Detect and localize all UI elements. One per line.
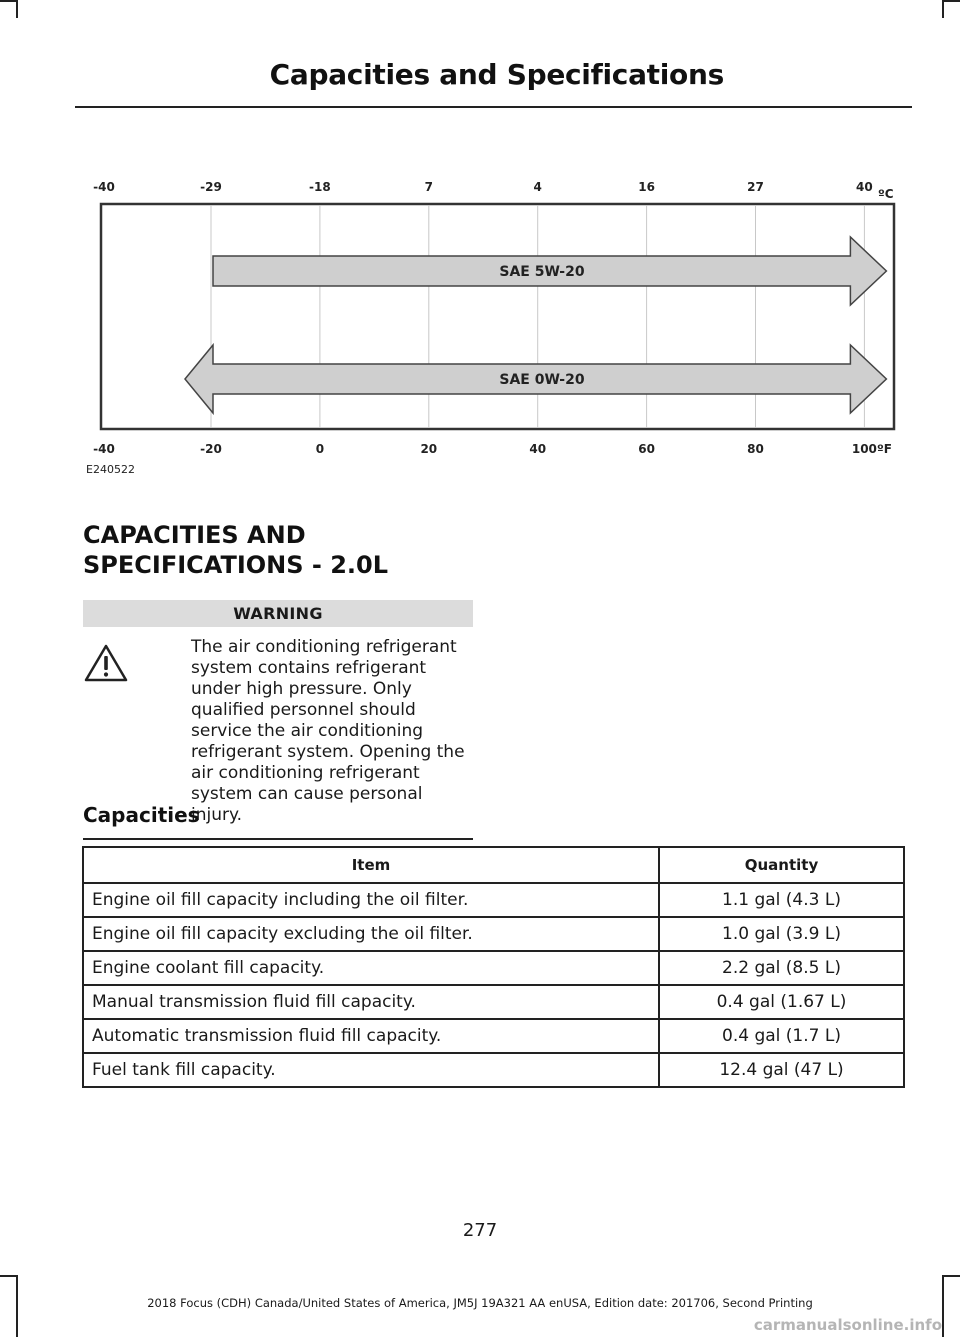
chart-frame — [101, 204, 894, 429]
item-cell: Engine coolant fill capacity. — [83, 951, 659, 985]
celsius-unit: ºC — [878, 187, 894, 201]
table-row — [83, 1053, 904, 1087]
fahrenheit-tick-label: 40 — [529, 442, 547, 456]
table-row — [83, 917, 904, 951]
page-header-title: Capacities and Specifications — [269, 58, 724, 91]
celsius-tick-label: -40 — [93, 180, 115, 194]
celsius-ticks — [93, 180, 873, 194]
celsius-tick-label: 7 — [424, 180, 433, 194]
crop-mark — [16, 0, 18, 18]
crop-mark — [0, 1275, 18, 1277]
table-row — [83, 951, 904, 985]
item-cell: Engine oil fill capacity excluding the oil filter. — [83, 917, 659, 951]
quantity-cell: 1.0 gal (3.9 L) — [659, 917, 904, 951]
table-header-row — [83, 847, 904, 883]
crop-mark — [942, 1275, 960, 1277]
quantity-cell: 12.4 gal (47 L) — [659, 1053, 904, 1087]
watermark: carmanualsonline.info — [753, 1316, 942, 1334]
section-title-line1: CAPACITIES AND — [83, 521, 306, 549]
page-number: 277 — [462, 1220, 498, 1241]
quantity-cell: 0.4 gal (1.7 L) — [659, 1019, 904, 1053]
celsius-tick-label: 4 — [533, 180, 542, 194]
item-cell: Manual transmission fluid fill capacity. — [83, 985, 659, 1019]
fahrenheit-tick-label: -20 — [200, 442, 222, 456]
quantity-cell: 2.2 gal (8.5 L) — [659, 951, 904, 985]
item-cell: Engine oil fill capacity including the oil filter. — [83, 883, 659, 917]
viscosity-grade-label: SAE 5W-20 — [499, 264, 585, 280]
table-row — [83, 883, 904, 917]
warning-text-wrap — [137, 637, 473, 826]
celsius-tick-label: 40 — [856, 180, 873, 194]
fahrenheit-tick-label: 80 — [747, 442, 764, 456]
header-rule — [75, 106, 912, 108]
fahrenheit-unit: ºF — [877, 442, 892, 456]
celsius-tick-label: -18 — [309, 180, 331, 194]
viscosity-chart-svg — [80, 172, 910, 482]
oil-viscosity-figure — [80, 172, 910, 482]
celsius-tick-label: 16 — [638, 180, 655, 194]
warning-rule — [83, 838, 473, 840]
warning-text: The air conditioning refrigerant system contains refrigerant under high pressure. Only qualified personnel should service the air conditioning refrigerant system. Opening the air conditioning refrigerant system can cause personal injury. — [191, 637, 465, 825]
column-header-item: Item — [83, 847, 659, 883]
celsius-tick-label: -29 — [200, 180, 222, 194]
table-row — [83, 1019, 904, 1053]
viscosity-grade-label: SAE 0W-20 — [499, 372, 585, 388]
warning-triangle-icon — [83, 643, 129, 683]
section-title — [83, 520, 388, 580]
section-title-line2: SPECIFICATIONS - 2.0L — [83, 551, 389, 579]
crop-mark — [942, 0, 944, 18]
footer-text: 2018 Focus (CDH) Canada/United States of America, JM5J 19A321 AA enUSA, Edition date: 201706, Second Printing — [147, 1296, 813, 1310]
column-header-quantity: Quantity — [659, 847, 904, 883]
quantity-cell: 0.4 gal (1.67 L) — [659, 985, 904, 1019]
item-cell: Fuel tank fill capacity. — [83, 1053, 659, 1087]
fahrenheit-ticks — [93, 442, 877, 456]
table-row — [83, 985, 904, 1019]
quantity-cell: 1.1 gal (4.3 L) — [659, 883, 904, 917]
warning-body — [83, 637, 473, 826]
capacities-table — [82, 846, 905, 1088]
fahrenheit-tick-label: 20 — [420, 442, 438, 456]
warning-heading: WARNING — [83, 600, 473, 627]
crop-mark — [942, 0, 960, 2]
fahrenheit-tick-label: -40 — [93, 442, 115, 456]
figure-id: E240522 — [86, 463, 135, 476]
item-cell: Automatic transmission fluid fill capacity. — [83, 1019, 659, 1053]
fahrenheit-tick-label: 60 — [638, 442, 655, 456]
celsius-tick-label: 27 — [747, 180, 764, 194]
fahrenheit-tick-label: 100 — [851, 442, 877, 456]
capacities-title: Capacities — [83, 803, 200, 827]
arrows — [185, 237, 886, 413]
fahrenheit-tick-label: 0 — [315, 442, 325, 456]
